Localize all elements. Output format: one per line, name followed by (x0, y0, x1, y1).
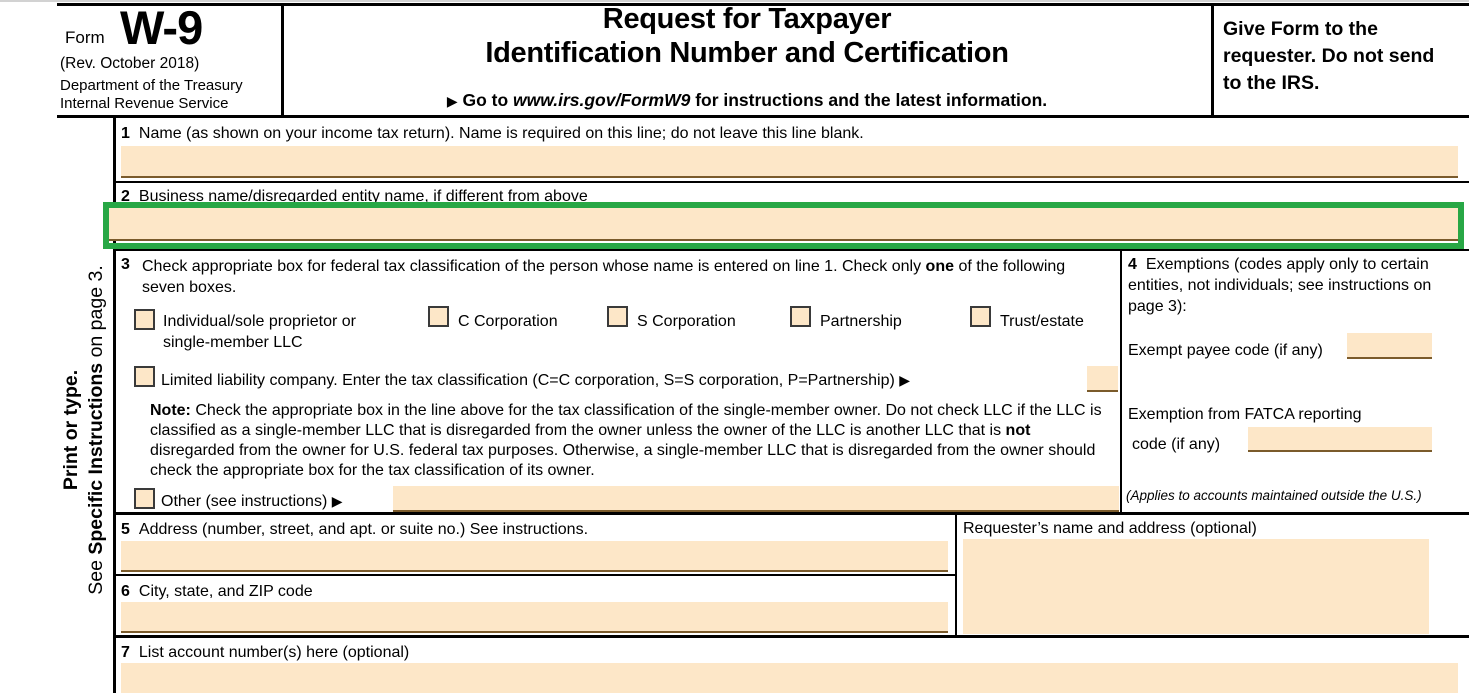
right-arrow-icon: ▶ (446, 93, 458, 109)
line5-number: 5 (121, 521, 130, 538)
checkbox-trust-estate-label: Trust/estate (1000, 313, 1084, 330)
fatca-label-line2: code (if any) (1132, 436, 1221, 453)
see-specific-instructions-text: See Specific Instructions on page 3. (85, 265, 107, 595)
print-or-type-text: Print or type. (60, 369, 82, 491)
checkbox-c-corporation-label: C Corporation (458, 313, 558, 330)
llc-classification-input-field[interactable] (1087, 366, 1118, 392)
other-arrow-icon: ▶ (331, 493, 343, 509)
line3-label: Check appropriate box for federal tax classification of the person whose name is entered on line 1. Check only one of the following seven boxes. (142, 258, 1066, 296)
divider-row3-row5 (113, 512, 1469, 515)
line6-number: 6 (121, 583, 130, 600)
line7-number: 7 (121, 644, 130, 661)
goto-pre-text: Go to (462, 90, 514, 110)
form-revision: (Rev. October 2018) (60, 55, 200, 72)
checkbox-s-corporation-label: S Corporation (637, 313, 736, 330)
checkbox-c-corporation[interactable] (428, 306, 449, 327)
checkbox-other[interactable] (134, 488, 155, 509)
form-title-line2: Identification Number and Certification (485, 37, 1009, 69)
checkbox-partnership[interactable] (790, 306, 811, 327)
checkbox-partnership-label: Partnership (820, 313, 902, 330)
checkbox-individual-label: Individual/sole proprietor or single-member LLC (163, 313, 356, 351)
line5-label: 5 Address (number, street, and apt. or suite no.) See instructions. (121, 521, 589, 538)
requester-name-address-field[interactable] (963, 539, 1429, 634)
line3-note: Note: Check the appropriate box in the line above for the tax classification of the single-member owner. Do not check LLC if the LLC is classified as a single-member LLC that is disregarded from the owner unless the owner of the LLC is another LLC that is not disregarded from the owner for U.S. federal tax purposes. Otherwise, a single-member LLC that is disregarded from the owner should check the appropriate box for the tax classification of its owner. (150, 402, 1102, 479)
form-w9-url: www.irs.gov/FormW9 (513, 90, 691, 110)
form-title-line1: Request for Taxpayer (602, 3, 892, 35)
checkbox-s-corporation[interactable] (607, 306, 628, 327)
give-form-note: Give Form to the requester. Do not send to the IRS. (1223, 18, 1435, 94)
line4-number: 4 (1128, 256, 1137, 273)
line7-label: 7 List account number(s) here (optional) (121, 644, 410, 661)
fatca-label-line1: Exemption from FATCA reporting (1128, 406, 1362, 423)
divider-col3-col4 (1120, 249, 1122, 514)
divider-row2-row3 (113, 249, 1469, 251)
city-state-zip-field[interactable] (121, 602, 948, 633)
department-line: Department of the Treasury (60, 77, 243, 94)
account-numbers-field[interactable] (121, 663, 1458, 693)
line1-number: 1 (121, 125, 130, 142)
header-divider-2 (1211, 3, 1214, 116)
form-number: W-9 (120, 1, 203, 54)
applies-note: (Applies to accounts maintained outside the U.S.) (1126, 488, 1422, 503)
line1-label: 1 Name (as shown on your income tax return). Name is required on this line; do not leave this line blank. (121, 125, 864, 142)
checkbox-llc-label: Limited liability company. Enter the tax classification (C=C corporation, S=S corporation, P=Partnership) ▶ (161, 372, 911, 389)
divider-address-requester (955, 514, 957, 637)
other-input-field[interactable] (393, 486, 1119, 512)
llc-arrow-icon: ▶ (899, 372, 911, 388)
checkbox-llc[interactable] (134, 366, 155, 387)
print-or-type-sidebar (58, 210, 110, 650)
line6-label: 6 City, state, and ZIP code (121, 583, 313, 600)
highlight-box (103, 202, 1464, 249)
divider-row5-row6 (113, 574, 955, 576)
requester-label: Requester’s name and address (optional) (963, 520, 1257, 537)
line3-number: 3 (121, 256, 130, 273)
checkbox-individual[interactable] (134, 309, 155, 330)
divider-row1-row2 (113, 181, 1469, 183)
line2-label: 2 Business name/disregarded entity name, if different from above (121, 188, 588, 205)
header-bottom-border (57, 115, 1469, 118)
line4-label: 4 Exemptions (codes apply only to certain entities, not individuals; see instructions on page 3): (1128, 256, 1432, 315)
exempt-payee-code-field[interactable] (1347, 333, 1432, 359)
service-line: Internal Revenue Service (60, 95, 229, 112)
line2-number: 2 (121, 188, 130, 205)
fatca-code-field[interactable] (1248, 427, 1432, 452)
name-input-field[interactable] (121, 146, 1458, 178)
address-input-field[interactable] (121, 541, 948, 572)
form-word: Form (65, 28, 105, 47)
checkbox-other-label: Other (see instructions) ▶ (161, 493, 343, 510)
checkbox-trust-estate[interactable] (970, 306, 991, 327)
exempt-payee-label: Exempt payee code (if any) (1128, 342, 1323, 359)
goto-post-text: for instructions and the latest information. (690, 90, 1048, 110)
goto-instruction (284, 90, 1210, 111)
divider-row6-row7 (113, 635, 1469, 638)
